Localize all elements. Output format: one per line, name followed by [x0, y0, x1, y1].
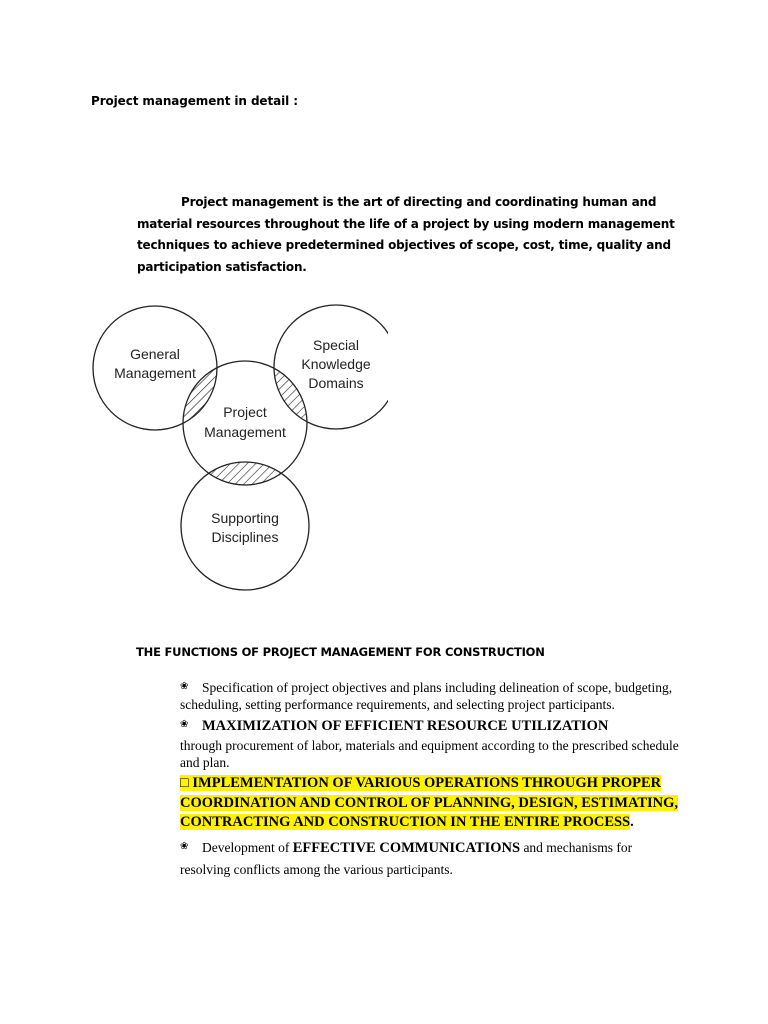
flower-bullet-icon: ❀ — [180, 840, 189, 852]
item2-rest-text: through procurement of labor, materials and equipment according to the prescribed schedule and plan. — [180, 738, 679, 770]
item3-end: . — [630, 814, 634, 830]
label-general-2: Management — [114, 365, 196, 381]
label-special-2: Knowledge — [301, 356, 371, 372]
item3-text: IMPLEMENTATION OF VARIOUS OPERATIONS THROUGH PROPER COORDINATION AND CONTROL OF PLANNING, DESIGN, ESTIMATING, CONTRACTING AND CONSTRUCTION IN THE ENTIRE PROCESS — [180, 775, 679, 830]
list-item — [180, 716, 680, 771]
venn-diagram — [88, 300, 388, 620]
intro-paragraph: Project management is the art of directing and coordinating human and material resources throughout the life of a project by using modern management techniques to achieve predetermined objectives of scope, cost, time, quality and participation satisfaction. — [137, 195, 675, 274]
list-item — [180, 678, 680, 713]
list-item — [180, 774, 680, 833]
functions-title: THE FUNCTIONS OF PROJECT MANAGEMENT FOR CONSTRUCTION — [136, 645, 545, 659]
item4-pre-text: Development of — [202, 839, 290, 855]
functions-list — [180, 678, 680, 880]
item1-text: Specification of project objectives and plans including delineation of scope, budgeting, scheduling, setting performance requirements, and selecting project participants. — [180, 680, 673, 712]
document-heading: Project management in detail : — [91, 94, 298, 108]
item2-bold-text: MAXIMIZATION OF EFFICIENT RESOURCE UTILIZATION — [202, 718, 609, 734]
label-project-1: Project — [223, 404, 267, 420]
item4-bold-text: EFFECTIVE COMMUNICATIONS — [292, 839, 521, 856]
label-supporting-2: Disciplines — [211, 529, 279, 545]
label-special-1: Special — [313, 337, 359, 353]
label-supporting-1: Supporting — [211, 510, 279, 526]
label-project-2: Management — [204, 424, 286, 440]
item4-post-text: and mechanisms for resolving conflicts among the various participants. — [180, 839, 633, 877]
square-bullet-icon: □ — [180, 775, 189, 791]
label-general-1: General — [130, 346, 180, 362]
flower-bullet-icon: ❀ — [180, 719, 189, 730]
list-item — [180, 836, 680, 880]
flower-bullet-icon: ❀ — [180, 681, 189, 692]
label-special-3: Domains — [308, 375, 364, 391]
